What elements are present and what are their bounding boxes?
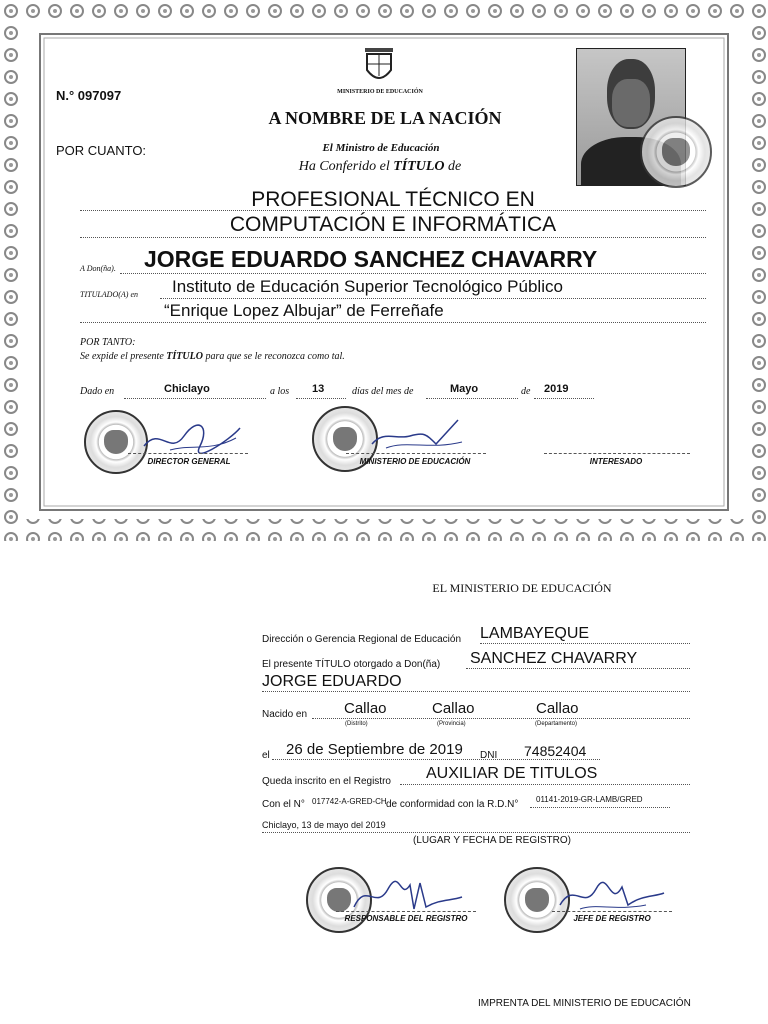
- director-sig-line: [128, 453, 248, 454]
- minister-line: El Ministro de Educación: [322, 142, 440, 154]
- dado-en-value: Chiclayo: [164, 383, 210, 395]
- profession-line-1: PROFESIONAL TÉCNICO EN: [251, 188, 535, 211]
- surname-value: SANCHEZ CHAVARRY: [470, 650, 638, 667]
- registry-section: [0, 545, 768, 1024]
- se-expide-line: Se expide el presente TÍTULO para que se le reconozca como tal.: [80, 351, 345, 362]
- a-don-label: A Don(ña).: [80, 264, 116, 273]
- national-shield-icon: [361, 46, 397, 88]
- registro-value: AUXILIAR DE TITULOS: [426, 765, 598, 782]
- month-dots: [426, 398, 518, 399]
- dni-value: 74852404: [524, 743, 587, 759]
- provincia-value: Callao: [432, 700, 475, 717]
- jefe-label: JEFE DE REGISTRO: [573, 914, 651, 923]
- titulado-label: TITULADO(A) en: [80, 290, 138, 299]
- nacido-dots: [312, 718, 690, 719]
- interesado-label: INTERESADO: [589, 457, 643, 466]
- holder-name-underline: [120, 273, 706, 274]
- certificate-number: N.° 097097: [56, 88, 122, 103]
- departamento-label: (Departamento): [535, 721, 578, 727]
- distrito-label: (Distrito): [345, 721, 368, 727]
- responsable-label: RESPONSABLE DEL REGISTRO: [344, 914, 468, 923]
- rd-number: 01141-2019-GR-LAMB/GRED: [536, 795, 643, 804]
- photo-seal: [640, 116, 712, 188]
- nacido-label: Nacido en: [262, 709, 308, 720]
- dni-label: DNI: [480, 750, 498, 761]
- direccion-value: LAMBAYEQUE: [480, 625, 590, 642]
- dado-en-label: Dado en: [80, 386, 115, 397]
- dado-en-dots: [124, 398, 266, 399]
- de-label: de: [521, 386, 531, 397]
- holder-name: JORGE EDUARDO SANCHEZ CHAVARRY: [144, 246, 598, 272]
- birth-date-value: 26 de Septiembre de 2019: [286, 741, 463, 758]
- por-cuanto-label: POR CUANTO:: [56, 143, 147, 158]
- institute-line-1: Instituto de Educación Superior Tecnológico Público: [172, 277, 563, 296]
- dias-label: días del mes de: [352, 386, 414, 397]
- birth-dni-dots: [272, 759, 600, 760]
- year-value: 2019: [544, 383, 569, 395]
- registro-dots: [400, 784, 690, 785]
- month-value: Mayo: [450, 383, 479, 395]
- place-date-value: Chiclayo, 13 de mayo del 2019: [262, 820, 386, 830]
- departamento-value: Callao: [536, 700, 579, 717]
- otorgado-label: El presente TÍTULO otorgado a Don(ña): [262, 659, 441, 670]
- registro-number: 017742-A-GRED-CH: [312, 797, 387, 806]
- conferred-line: Ha Conferido el TÍTULO de: [298, 159, 462, 174]
- provincia-label: (Provincia): [437, 721, 466, 727]
- registry-heading: EL MINISTERIO DE EDUCACIÓN: [432, 581, 612, 595]
- a-los-label: a los: [270, 386, 290, 397]
- con-el-label: Con el N°: [262, 799, 305, 810]
- jefe-sig-line: [552, 911, 672, 912]
- given-name-value: JORGE EDUARDO: [262, 673, 402, 690]
- ministry-signature: [366, 410, 466, 454]
- conformidad-label: de conformidad con la R.D.N°: [386, 799, 519, 810]
- interesado-sig-line: [544, 453, 690, 454]
- direccion-label: Dirección o Gerencia Regional de Educación: [262, 634, 462, 645]
- inscrito-label: Queda inscrito en el Registro: [262, 776, 391, 787]
- institute-underline-2: [80, 322, 706, 323]
- ministry-sig-line: [346, 453, 486, 454]
- profession-line-2: COMPUTACIÓN E INFORMÁTICA: [229, 213, 557, 236]
- printer-footer: IMPRENTA DEL MINISTERIO DE EDUCACIÓN: [478, 998, 691, 1009]
- el-label: el: [262, 750, 270, 761]
- ministry-label: MINISTERIO DE EDUCACIÓN: [359, 457, 471, 466]
- day-dots: [296, 398, 346, 399]
- rd-dots: [530, 807, 670, 808]
- place-date-dots: [262, 832, 690, 833]
- director-label: DIRECTOR GENERAL: [147, 457, 231, 466]
- given-name-dots: [262, 691, 690, 692]
- lugar-fecha-label: (LUGAR Y FECHA DE REGISTRO): [413, 835, 571, 846]
- por-tanto-label: POR TANTO:: [80, 337, 136, 348]
- institute-underline-1: [160, 298, 706, 299]
- day-value: 13: [312, 383, 325, 395]
- profession-underline-1: [80, 210, 706, 211]
- surname-dots: [466, 668, 690, 669]
- photo-face: [612, 79, 650, 127]
- responsable-sig-line: [336, 911, 476, 912]
- nation-title: A NOMBRE DE LA NACIÓN: [268, 108, 502, 128]
- institute-line-2: “Enrique Lopez Albujar” de Ferreñafe: [164, 301, 444, 320]
- profession-underline-2: [80, 237, 706, 238]
- direccion-dots: [480, 643, 690, 644]
- responsable-signature: [350, 871, 466, 915]
- distrito-value: Callao: [344, 700, 387, 717]
- jefe-signature: [556, 875, 668, 915]
- ministry-header: MINISTERIO DE EDUCACIÓN: [337, 89, 423, 95]
- year-dots: [534, 398, 594, 399]
